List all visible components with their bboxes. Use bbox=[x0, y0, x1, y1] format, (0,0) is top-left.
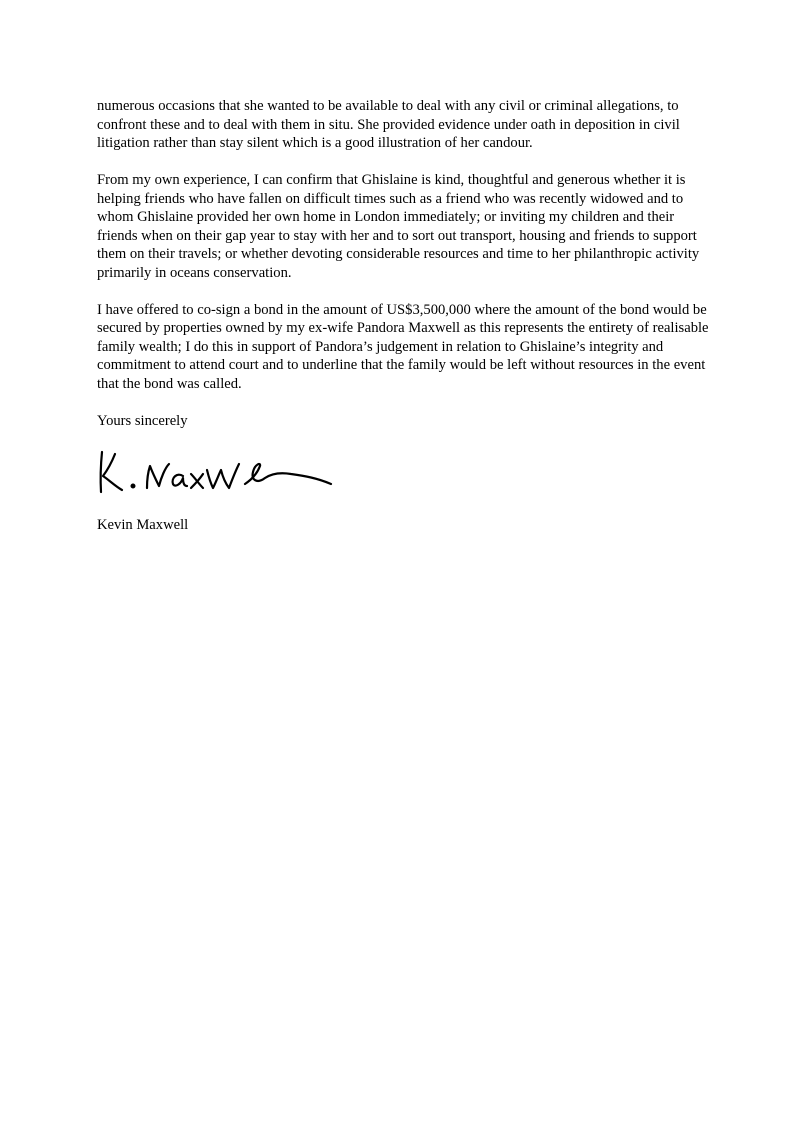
paragraph-bond-offer: I have offered to co-sign a bond in the amount of US$3,500,000 where the amount of the bond would be secured by properties owned by my ex-wife Pandora Maxwell as this represents the entirety of realisable family wealth; I do this in support of Pandora’s judgement in relation to Ghislaine’s integrity and commitment to attend court and to underline that the family would be left without resources in the event that the bond was called. bbox=[97, 301, 709, 392]
closing-salutation: Yours sincerely bbox=[97, 412, 188, 429]
letter-body bbox=[97, 97, 717, 535]
paragraph-personal-experience: From my own experience, I can confirm that Ghislaine is kind, thoughtful and generous whether it is helping friends who have fallen on difficult times such as a friend who was recently widowed and to whom Ghislaine provided her own home in London immediately; or inviting my children and their friends when on their gap year to stay with her and to sort out transport, housing and friends to support them on their travels; or whether devoting considerable resources and time to her philanthropic activity primarily in oceans conservation. bbox=[97, 172, 700, 281]
signer-name: Kevin Maxwell bbox=[97, 517, 189, 533]
paragraph-bail-candour: numerous occasions that she wanted to be available to deal with any civil or criminal allegations, to confront these and to deal with them in situ. She provided evidence under oath in deposition in civil litigation rather than stay silent which is a good illustration of her candour. bbox=[97, 98, 680, 151]
handwritten-signature bbox=[95, 444, 340, 502]
